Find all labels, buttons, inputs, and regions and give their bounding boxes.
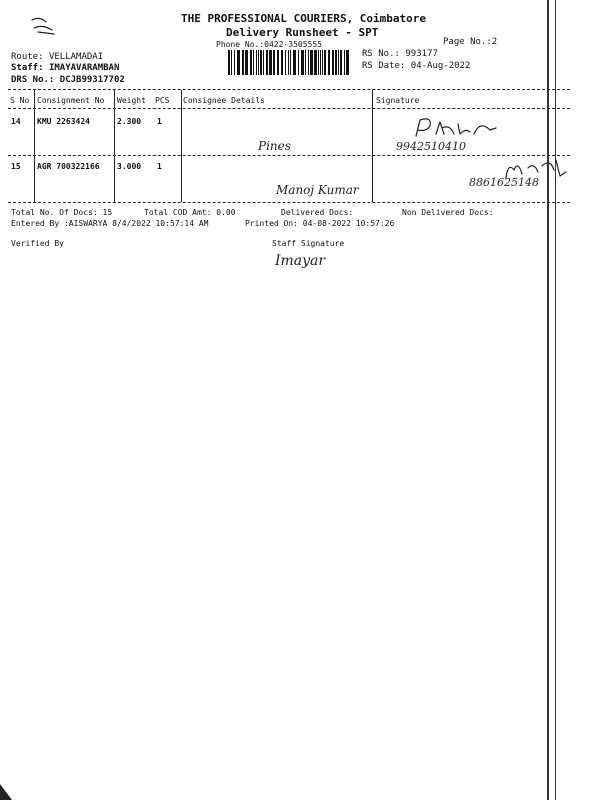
page-number: Page No.:2 [443, 37, 498, 47]
barcode-bar [256, 50, 257, 75]
barcode-bar [231, 50, 232, 75]
table-bottom-rule [8, 202, 570, 203]
col-header-pcs: PCS [155, 96, 170, 105]
rs-date-value: 04-Aug-2022 [410, 61, 471, 71]
rs-no-value: 993177 [405, 49, 438, 59]
barcode-bar [298, 50, 299, 75]
col-header-signature: Signature [376, 96, 420, 105]
col-header-consignee: Consignee Details [183, 96, 265, 105]
cell-pcs: 1 [157, 117, 162, 126]
barcode-bar [338, 50, 339, 75]
cell-weight: 2.300 [117, 117, 142, 126]
barcode-bar [260, 50, 262, 75]
delivered-docs: Delivered Docs: [281, 208, 354, 217]
barcode-bar [305, 50, 306, 75]
page-edge-line [547, 0, 549, 800]
barcode-bar [293, 50, 296, 75]
rs-no-row [362, 49, 438, 59]
barcode-bar [320, 50, 321, 75]
barcode-bar [266, 50, 268, 75]
barcode [228, 50, 352, 75]
barcode-bar [335, 50, 337, 75]
barcode-bar [322, 50, 323, 75]
column-divider [372, 90, 373, 202]
cell-consignment: AGR 700322166 [37, 162, 100, 171]
col-header-consignment: Consignment No [37, 96, 105, 105]
barcode-bar [285, 50, 286, 75]
column-divider [34, 90, 35, 202]
phone-number: Phone No.:0422-3505555 [216, 40, 322, 49]
barcode-bar [324, 50, 326, 75]
barcode-bar [332, 50, 334, 75]
verified-by-label: Verified By [11, 239, 64, 248]
corner-mark [0, 780, 14, 800]
consignee-handwritten: Pines [258, 139, 291, 153]
barcode-bar [281, 50, 283, 75]
column-divider [181, 90, 182, 202]
route-value: VELLAMADAI [48, 52, 104, 62]
barcode-bar [245, 50, 248, 75]
barcode-bar [273, 50, 275, 75]
staff-signature-handwritten: Imayar [275, 253, 326, 269]
signature-phone: 8861625148 [469, 176, 539, 189]
table-header-rule [8, 108, 570, 109]
barcode-bar [234, 50, 235, 75]
barcode-bar [344, 50, 345, 75]
staff-row [11, 63, 119, 73]
column-divider [114, 90, 115, 202]
cell-sno: 14 [11, 117, 21, 126]
page-edge-line [555, 0, 556, 800]
barcode-bar [314, 50, 317, 75]
route-label: Route: [11, 52, 44, 62]
printed-on: Printed On: 04-08-2022 10:57:26 [245, 219, 395, 228]
staff-value: IMAYAVARAMBAN [48, 63, 120, 73]
table-top-rule [8, 89, 570, 90]
barcode-bar [258, 50, 259, 75]
rs-date-row [362, 61, 470, 71]
handwritten-signature [410, 116, 500, 142]
barcode-bar [288, 50, 289, 75]
barcode-bar [269, 50, 272, 75]
barcode-bar [340, 50, 342, 75]
barcode-bar [290, 50, 291, 75]
signature-phone: 9942510410 [396, 140, 466, 153]
scribble-mark [28, 14, 58, 36]
route-row [11, 52, 103, 62]
barcode-bar [228, 50, 230, 75]
barcode-bar [328, 50, 330, 75]
rs-no-label: RS No.: [362, 49, 400, 59]
row-separator [8, 155, 570, 156]
company-name: THE PROFESSIONAL COURIERS, Coimbatore [181, 12, 427, 25]
barcode-bar [346, 50, 349, 75]
document-title: Delivery Runsheet - SPT [226, 26, 379, 39]
drs-value: DCJB99317702 [59, 75, 125, 85]
cell-sno: 15 [11, 162, 21, 171]
barcode-bar [242, 50, 244, 75]
drs-label: DRS No.: [11, 75, 55, 85]
barcode-bar [253, 50, 254, 75]
consignee-handwritten: Manoj Kumar [276, 183, 359, 197]
barcode-bar [250, 50, 252, 75]
total-docs: Total No. Of Docs: 15 [11, 208, 113, 217]
non-delivered-docs: Non Delivered Docs: [402, 208, 494, 217]
barcode-bar [237, 50, 240, 75]
cell-pcs: 1 [157, 162, 162, 171]
entered-by: Entered By :AISWARYA 8/4/2022 10:57:14 AM [11, 219, 209, 228]
barcode-bar [263, 50, 264, 75]
barcode-bar [310, 50, 313, 75]
drs-row [11, 75, 125, 85]
barcode-bar [308, 50, 309, 75]
cell-weight: 3.000 [117, 162, 142, 171]
total-cod: Total COD Amt: 0.00 [144, 208, 236, 217]
staff-label: Staff: [11, 63, 44, 73]
col-header-sno: S No [10, 96, 30, 105]
barcode-bar [318, 50, 319, 75]
rs-date-label: RS Date: [362, 61, 406, 71]
barcode-bar [301, 50, 304, 75]
barcode-bar [277, 50, 279, 75]
col-header-weight: Weight [117, 96, 146, 105]
staff-signature-label: Staff Signature [272, 239, 345, 248]
cell-consignment: KMU 2263424 [37, 117, 90, 126]
